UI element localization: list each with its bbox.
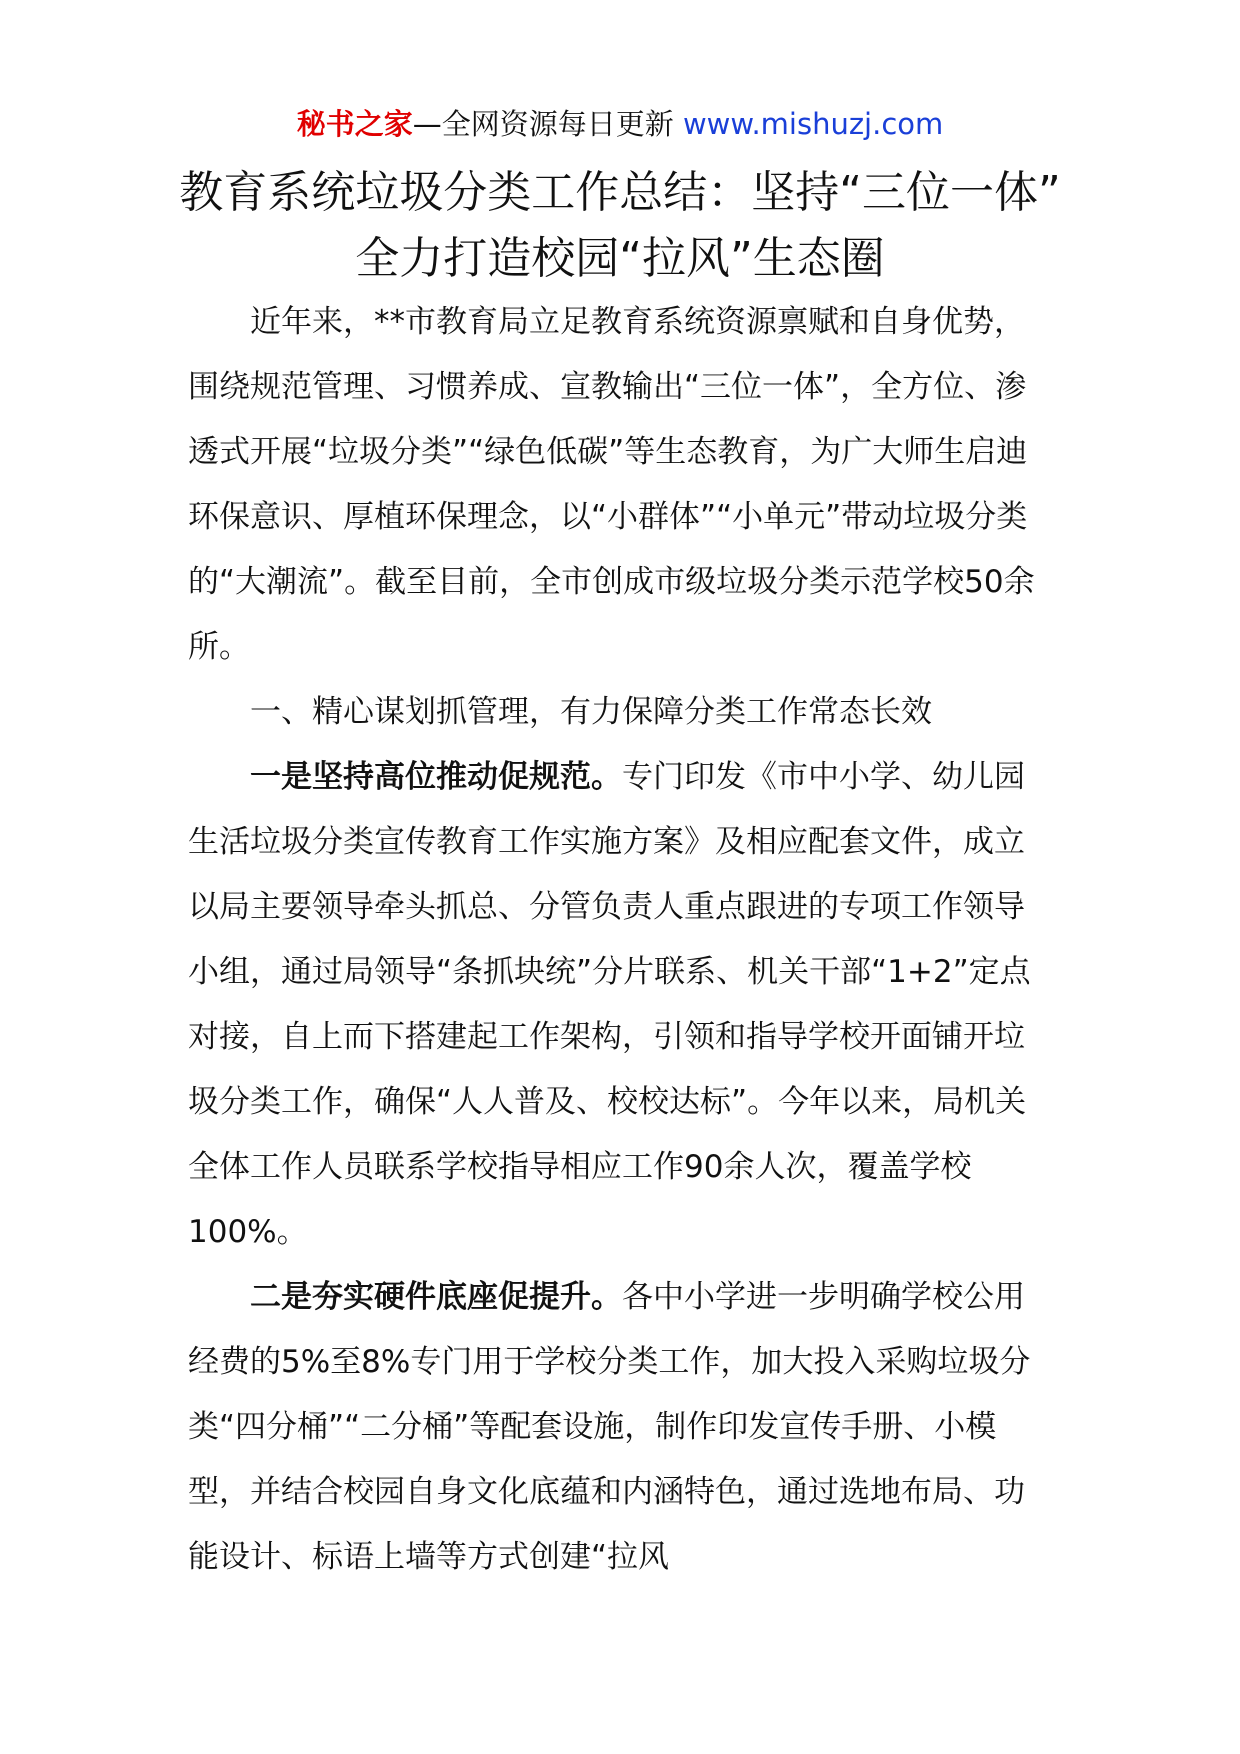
paragraph-text: 专门印发《市中小学、幼儿园生活垃圾分类宣传教育工作实施方案》及相应配套文件，成立以局主要领导牵头抓总、分管负责人重点跟进的专项工作领导小组，通过局领导“条抓块统”分片联系、机关干部“1+2”定点对接，自上而下搭建起工作架构，引领和指导学校开面铺开垃圾分类工作，确保“人人普及、校校达标”。今年以来，局机关全体工作人员联系学校指导相应工作90余人次，覆盖学校100%。 [188, 759, 1031, 1250]
paragraph-text: 一、精心谋划抓管理，有力保障分类工作常态长效 [250, 694, 932, 730]
section-heading-1 [188, 680, 1048, 745]
site-url-link[interactable]: www.mishuzj.com [682, 107, 944, 141]
header-tagline: —全网资源每日更新 [412, 107, 674, 141]
paragraph-text: 近年来，**市教育局立足教育系统资源禀赋和自身优势，围绕规范管理、习惯养成、宣教输出“三位一体”，全方位、渗透式开展“垃圾分类”“绿色低碳”等生态教育，为广大师生启迪环保意识、厚植环保理念，以“小群体”“小单元”带动垃圾分类的“大潮流”。截至目前，全市创成市级垃圾分类示范学校50余所。 [188, 304, 1035, 665]
paragraph-lead: 二是夯实硬件底座促提升。 [250, 1279, 622, 1315]
paragraph-point-1 [188, 745, 1048, 1265]
paragraph-text: 各中小学进一步明确学校公用经费的5%至8%专门用于学校分类工作，加大投入采购垃圾分类“四分桶”“二分桶”等配套设施，制作印发宣传手册、小模型，并结合校园自身文化底蕴和内涵特色，通过选地布局、功能设计、标语上墙等方式创建“拉风 [188, 1279, 1031, 1575]
paragraph-point-2 [188, 1265, 1048, 1590]
document-body [188, 290, 1048, 1590]
paragraph-intro [188, 290, 1048, 680]
site-header [0, 100, 1240, 148]
document-title: 教育系统垃圾分类工作总结：坚持“三位一体” 全力打造校园“拉风”生态圈 [179, 167, 1061, 284]
brand-name: 秘书之家 [296, 107, 413, 141]
paragraph-lead: 一是坚持高位推动促规范。 [250, 759, 622, 795]
